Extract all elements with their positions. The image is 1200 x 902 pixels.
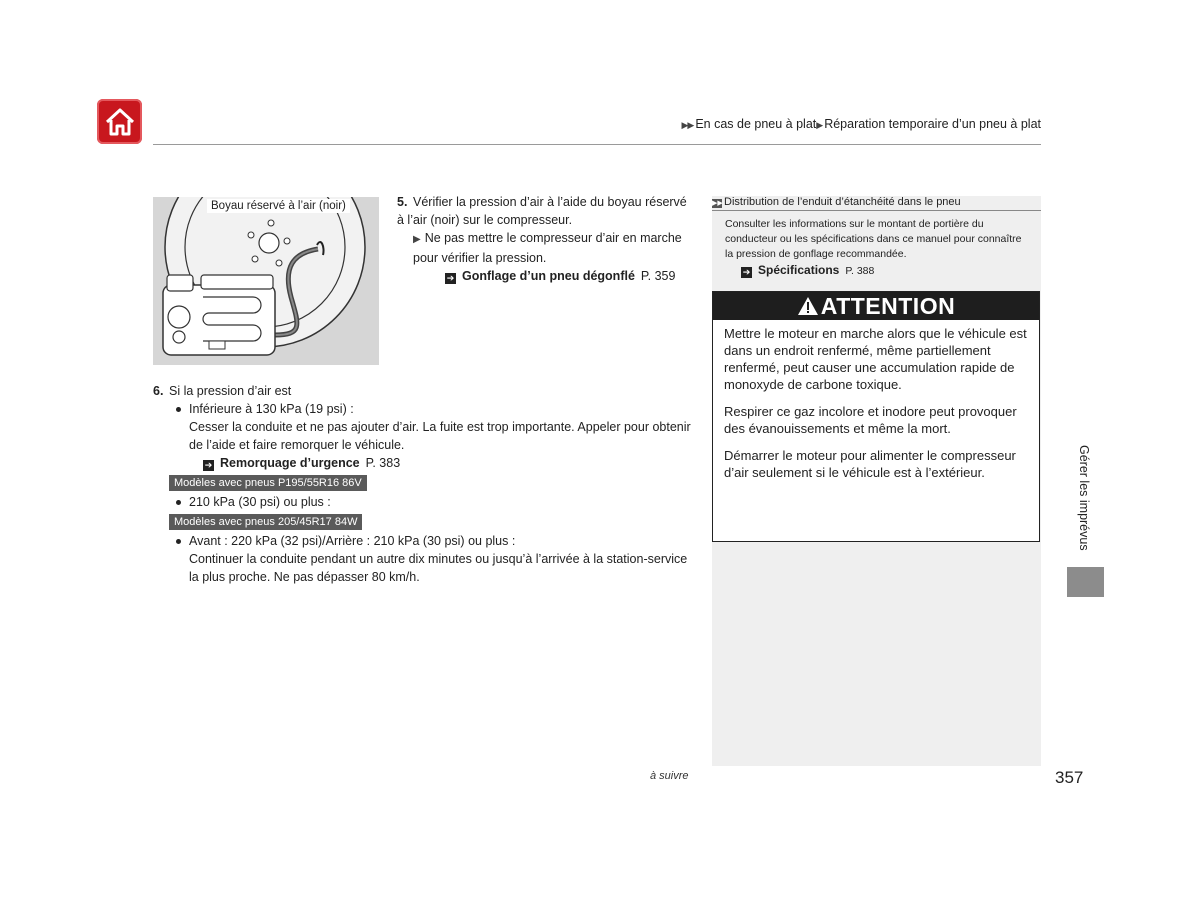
step-number: 5. xyxy=(397,195,408,209)
reference-label[interactable]: Gonflage d’un pneu dégonflé xyxy=(462,269,635,283)
section-tab[interactable] xyxy=(1067,567,1104,597)
step-text: Vérifier la pression d’air à l’aide du boyau réservé à l’air (noir) sur le compresseur. xyxy=(397,195,687,227)
home-icon xyxy=(104,107,136,137)
reference-page: P. 359 xyxy=(640,269,676,283)
reference-page: P. 383 xyxy=(365,456,401,470)
breadcrumb-item-current: Réparation temporaire d’un pneu à plat xyxy=(824,117,1041,131)
illustration-label: Boyau réservé à l’air (noir) xyxy=(207,199,350,213)
breadcrumb-arrow-icon: ▶ xyxy=(816,120,823,130)
header-divider xyxy=(153,144,1041,145)
reference-label[interactable]: Remorquage d’urgence xyxy=(220,456,360,470)
breadcrumb-item[interactable]: En cas de pneu à plat xyxy=(695,117,817,131)
model-tag: Modèles avec pneus P195/55R16 86V xyxy=(169,475,367,491)
step-number: 6. xyxy=(153,384,164,398)
page-number: 357 xyxy=(1055,768,1084,787)
note-ref-icon: ▶▶ xyxy=(712,200,723,207)
reference-page: P. 388 xyxy=(845,265,875,277)
reference-arrow-icon: ➔ xyxy=(742,267,751,277)
list-item-text: Cesser la conduite et ne pas ajouter d’air. La fuite est trop importante. Appeler pour obtenir de l’aide et faire remorquer le véhicule. xyxy=(189,420,691,452)
reference-arrow-icon: ➔ xyxy=(204,460,213,470)
model-tag: Modèles avec pneus 205/45R17 84W xyxy=(169,514,362,530)
cross-reference[interactable] xyxy=(153,454,693,472)
list-item: Avant : 220 kPa (32 psi)/Arrière : 210 kPa (30 psi) ou plus : xyxy=(153,532,693,550)
breadcrumb-arrow-icon: ▶▶ xyxy=(681,120,694,130)
attention-paragraph: Respirer ce gaz incolore et inodore peut provoquer des évanouissements et même la mort. xyxy=(724,404,1017,436)
sidebar-heading: ▶▶Distribution de l’enduit d’étanchéité dans le pneu xyxy=(712,196,1041,211)
sidebar-body xyxy=(725,217,1025,279)
attention-paragraph: Mettre le moteur en marche alors que le véhicule est dans un endroit renfermé, même partiellement renfermé, peut causer une accumulation rapide de monoxyde de carbone toxique. xyxy=(724,326,1027,392)
cross-reference[interactable] xyxy=(397,267,697,285)
sidebar-text: Consulter les informations sur le montant de portière du conducteur ou les spécifications dans ce manuel pour connaître la pression de gonflage recommandée. xyxy=(725,218,1022,260)
reference-label[interactable]: Spécifications xyxy=(758,263,840,277)
cross-reference[interactable] xyxy=(725,263,1025,279)
list-item-text: Continuer la conduite pendant un autre dix minutes ou jusqu’à l’arrivée à la station-service la plus proche. Ne pas dépasser 80 km/h. xyxy=(189,552,688,584)
attention-paragraph: Démarrer le moteur pour alimenter le compresseur d’air seulement si le véhicule est à l’extérieur. xyxy=(724,448,1016,480)
compressor-illustration xyxy=(153,197,379,365)
step-note: ▶ Ne pas mettre le compresseur d’air en marche pour vérifier la pression. xyxy=(413,231,682,265)
step-5 xyxy=(397,193,697,285)
warning-triangle-icon xyxy=(797,296,819,316)
section-tab-label[interactable]: Gérer les imprévus xyxy=(1077,445,1091,551)
attention-header xyxy=(713,292,1039,320)
list-item: 210 kPa (30 psi) ou plus : xyxy=(153,493,693,511)
attention-title: ATTENTION xyxy=(820,292,956,319)
reference-arrow-icon: ➔ xyxy=(446,273,455,283)
list-item: Inférieure à 130 kPa (19 psi) : xyxy=(153,400,693,418)
breadcrumb xyxy=(681,117,1041,131)
home-button[interactable] xyxy=(97,99,142,144)
step-title: Si la pression d’air est xyxy=(169,384,292,398)
step-6 xyxy=(153,382,693,586)
attention-body xyxy=(724,325,1034,491)
continue-note: à suivre xyxy=(650,770,689,782)
note-arrow-icon: ▶ xyxy=(413,234,421,245)
